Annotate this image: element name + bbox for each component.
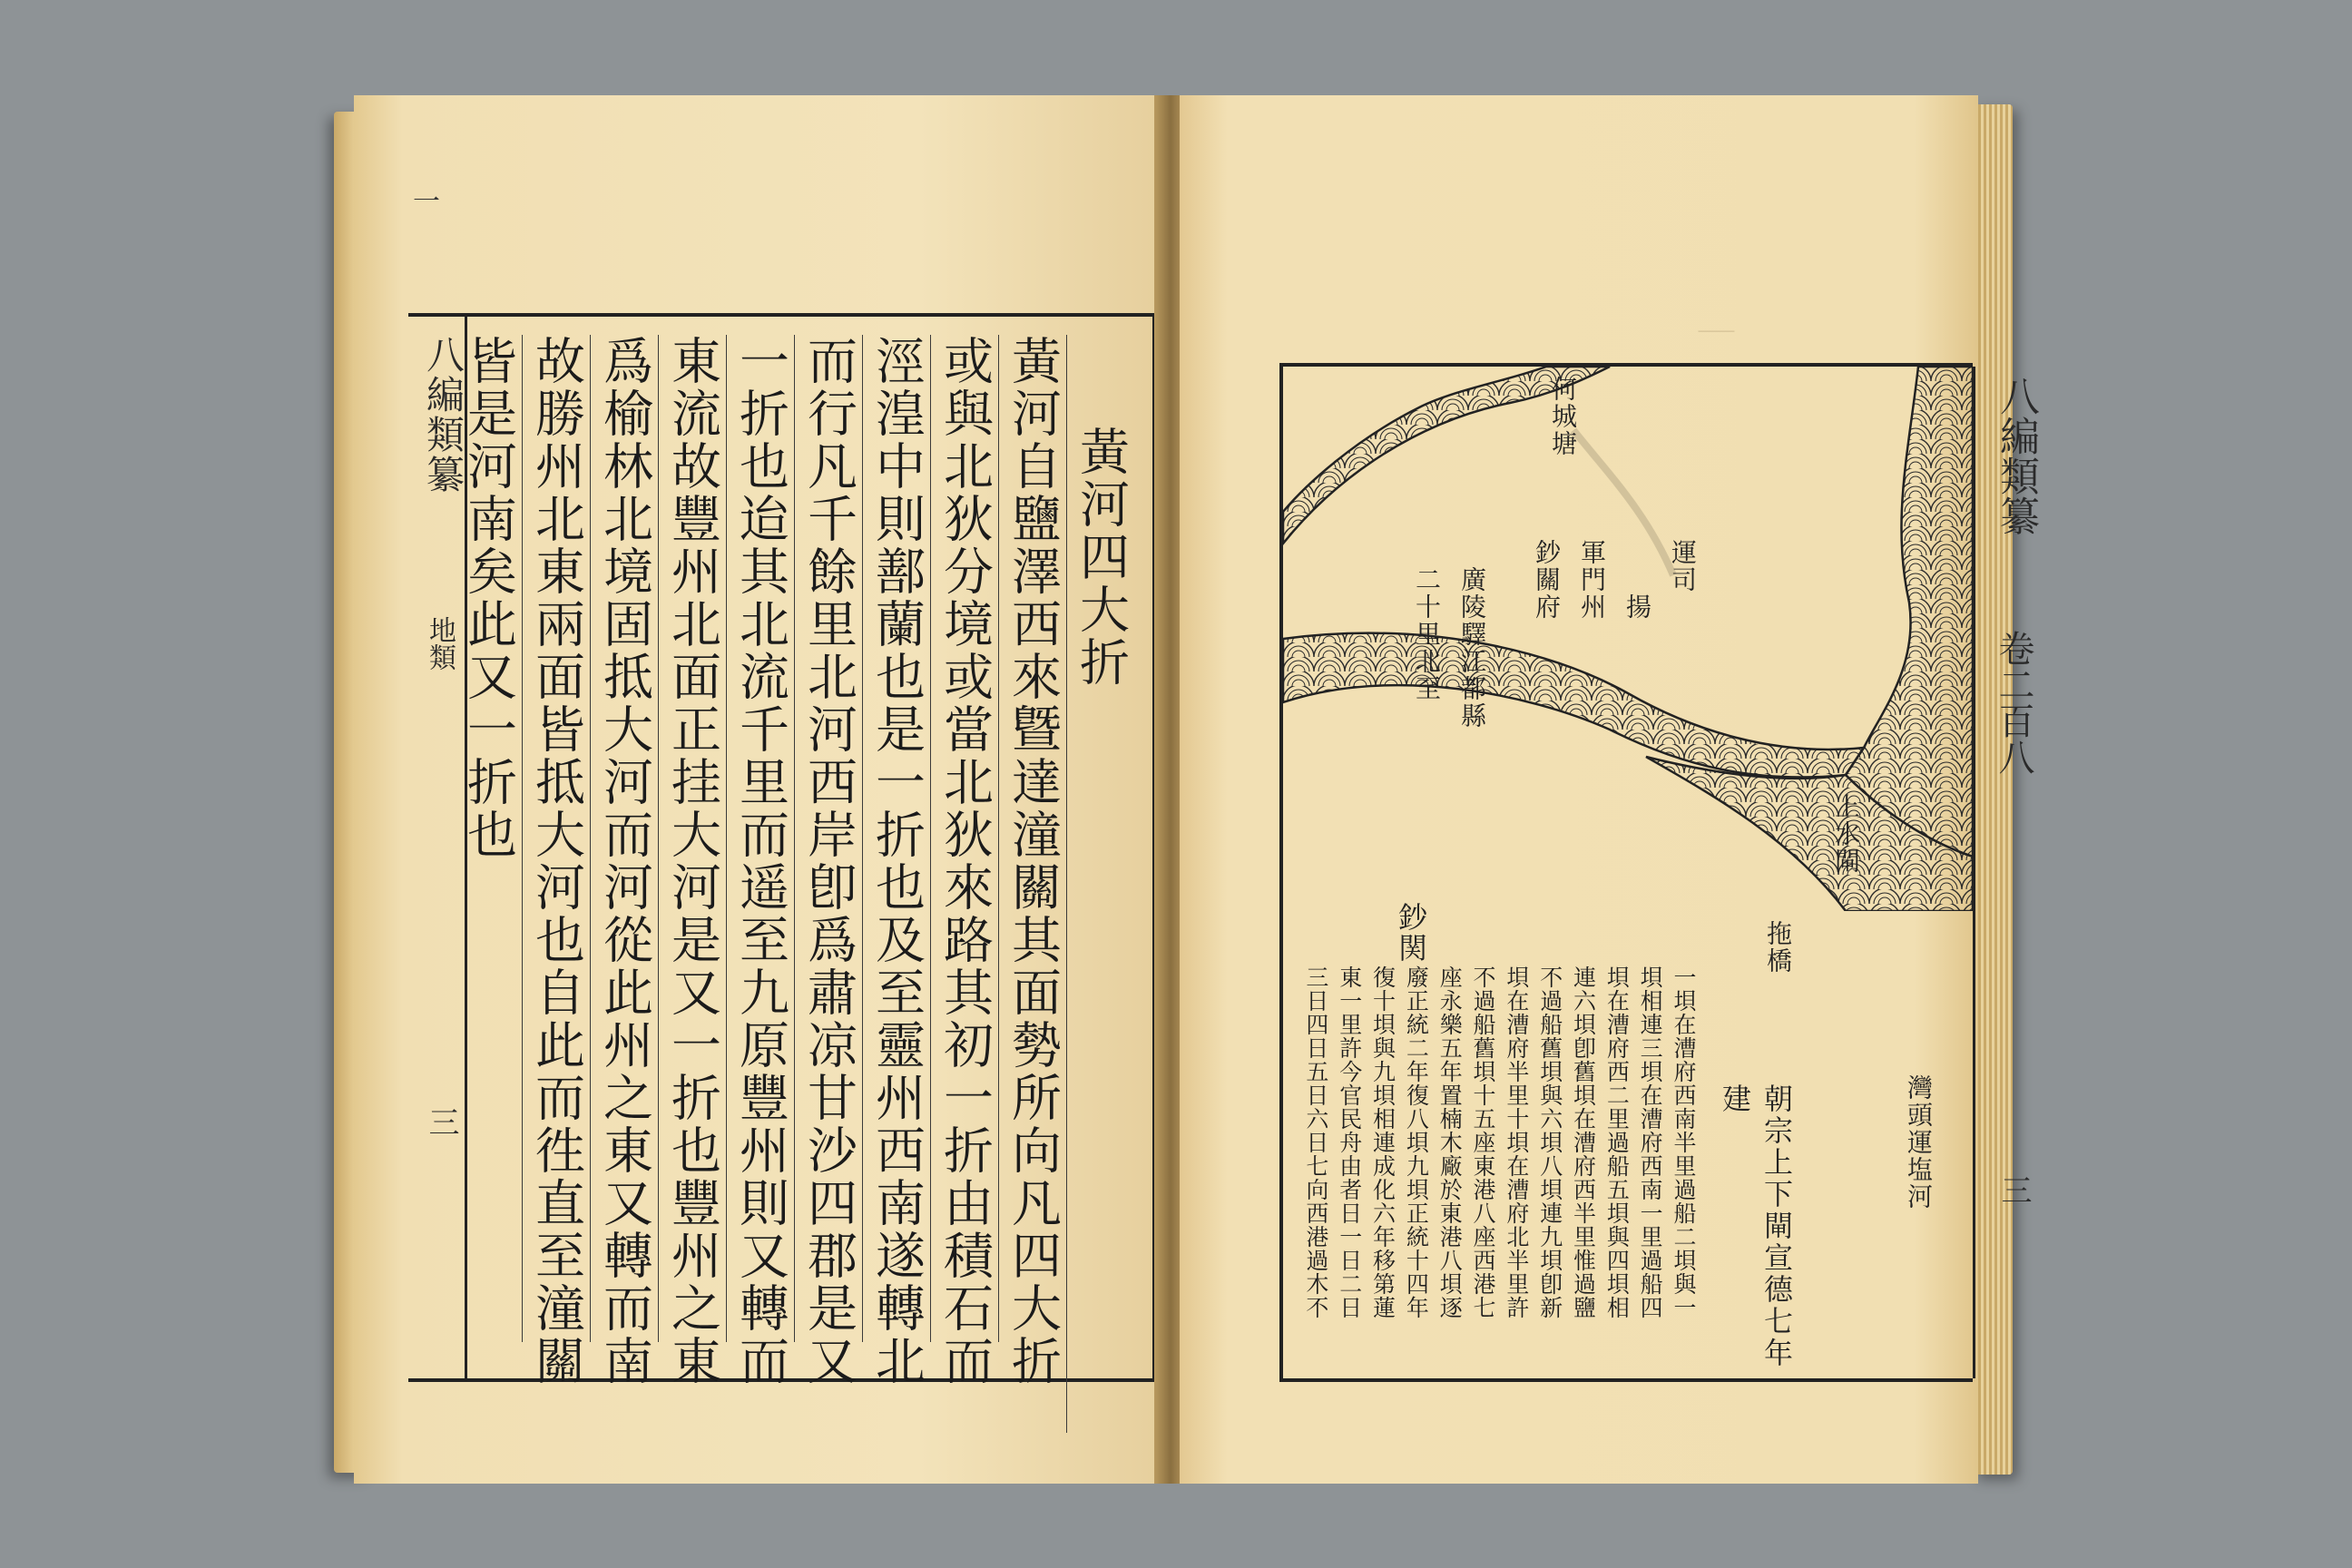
map-label: 廣陵驛江都縣 — [1457, 566, 1487, 730]
note-column: 連六垻卽舊垻在漕府西半里惟過鹽 — [1570, 965, 1597, 1319]
banxin-title: 八編類纂 — [1993, 376, 2039, 535]
text-block — [459, 335, 1134, 1387]
map-label: 軍門州 — [1577, 539, 1607, 621]
left-text-frame — [408, 313, 1156, 1387]
margin-mark: 一 — [413, 186, 440, 218]
right-banxin — [1973, 367, 2041, 1378]
map-label-group-center — [1528, 539, 1700, 621]
map-illustration — [1283, 367, 1973, 911]
note-column: 不過船舊垻與六垻八垻連九垻卽新 — [1536, 965, 1563, 1319]
note-column: 垻相連三垻在漕府西南一里過船四 — [1637, 965, 1664, 1319]
note-column: 復十垻與九垻相連成化六年移第蓮 — [1369, 965, 1396, 1319]
note-column: 一垻在漕府西南半里過船二垻與一 — [1671, 965, 1697, 1319]
banxin-folio: 三 — [423, 1106, 459, 1137]
map-label-bridge: 拖橋 — [1763, 920, 1793, 975]
note-column: 座永樂五年置楠木廠於東港八垻逐 — [1436, 965, 1464, 1319]
right-map-frame — [1279, 363, 2039, 1382]
text-column: 皆是河南矣此又一折也 — [459, 335, 517, 861]
map-label-hechengtang: 何城塘 — [1548, 376, 1578, 457]
section-title: 黃河四大折 — [1066, 335, 1134, 1433]
text-column: 一折也迨其北流千里而遥至九原豐州則又轉而 — [726, 335, 794, 1342]
left-page — [354, 95, 1161, 1484]
text-column: 爲榆林北境固抵大河而河從此州之東又轉而南 — [590, 335, 658, 1342]
right-page — [1180, 95, 2039, 1484]
map-caption: 朝宗上下閘宣德七年建 — [1718, 1083, 1794, 1369]
note-column: 廢正統二年復八垻九垻正統十四年 — [1403, 965, 1430, 1319]
text-column: 而行凡千餘里北河西岸卽爲肅凉甘沙四郡是又 — [794, 335, 862, 1342]
notes-block — [1301, 965, 1700, 1356]
river-right — [1846, 367, 1973, 857]
map-label-group-west — [1408, 566, 1490, 730]
text-column: 涇湟中則鄯蘭也是一折也及至靈州西南遂轉北 — [862, 335, 930, 1342]
map-label-canal: 灣頭運塩河 — [1904, 1074, 1934, 1210]
open-book — [345, 95, 2039, 1484]
banxin-folio: 三 — [1995, 1174, 2032, 1205]
map-label-upper-lock: 上水閘 — [1831, 793, 1861, 875]
note-column: 東一里許今官民舟由者日一日二日 — [1336, 965, 1363, 1319]
map-label: 二十里北至 — [1412, 566, 1442, 702]
note-column: 垻在漕府西二里過船五垻與四垻相 — [1603, 965, 1631, 1319]
map-label: 運司 — [1668, 539, 1698, 593]
text-column: 或與北狄分境或當北狄來路其初一折由積石而 — [930, 335, 998, 1342]
bleed-through-mark: ｜ — [1692, 313, 1734, 349]
map-label-chaoguan: 鈔関 — [1394, 902, 1428, 964]
map-label: 揚 — [1622, 593, 1652, 621]
note-column: 三日四日五日六日七向西港過木不 — [1302, 965, 1329, 1319]
text-column: 故勝州北東兩面皆抵大河也自此而徃直至潼關 — [522, 335, 590, 1342]
map-label: 鈔關府 — [1532, 539, 1562, 621]
banxin-title: 八編類纂 — [421, 335, 466, 495]
banxin-volume: 卷二百八 — [1993, 630, 2034, 775]
note-column: 垻在漕府半里十垻在漕府北半里許 — [1503, 965, 1530, 1319]
banxin-category: 地類 — [424, 616, 456, 671]
text-column: 東流故豐州北面正挂大河是又一折也豐州之東 — [658, 335, 726, 1342]
note-column: 不過船舊垻十五座東港八座西港七 — [1470, 965, 1497, 1319]
text-column: 黃河自鹽澤西來曁達潼關其面勢所向凡四大折 — [998, 335, 1066, 1342]
